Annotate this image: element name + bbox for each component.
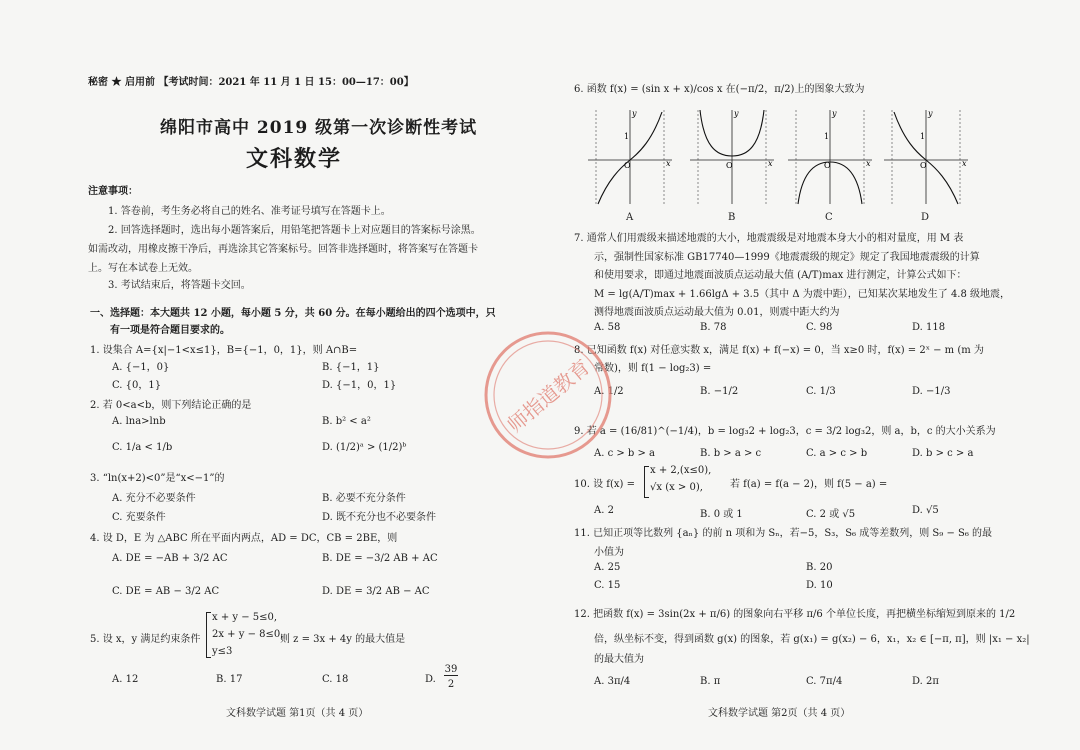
q7-line-5: 测得地震面波质点运动最大值为 0.01，则震中距大约为 bbox=[594, 307, 840, 318]
q5-option-c: C. 18 bbox=[322, 674, 349, 685]
svg-text:y: y bbox=[632, 109, 637, 118]
exam-header: 秘密 ★ 启用前 【考试时间：2021 年 11 月 1 日 15：00—17：00】 bbox=[88, 77, 414, 88]
q3-option-c: C. 充要条件 bbox=[112, 512, 166, 523]
q11-option-d: D. 10 bbox=[806, 580, 833, 591]
right-page-footer: 文科数学试题 第2页（共 4 页） bbox=[708, 708, 851, 719]
svg-text:1: 1 bbox=[920, 132, 926, 141]
q5-constraint-3: y≤3 bbox=[212, 646, 233, 657]
q10-brace bbox=[644, 466, 649, 498]
q6-graph-d bbox=[880, 106, 972, 206]
q3-option-a: A. 充分不必要条件 bbox=[112, 493, 196, 504]
q2-stem: 2. 若 0<a<b，则下列结论正确的是 bbox=[90, 400, 252, 411]
exam-title: 绵阳市高中 2019 级第一次诊断性考试 bbox=[160, 118, 478, 138]
q12-option-d: D. 2π bbox=[912, 676, 939, 687]
q5-stem: 5. 设 x，y 满足约束条件 bbox=[90, 634, 201, 645]
q7-line-2: 示，强制性国家标准 GB17740—1999《地震震级的规定》规定了我国地震震级的计算 bbox=[594, 252, 980, 263]
q7-option-c: C. 98 bbox=[806, 322, 833, 333]
svg-text:1: 1 bbox=[624, 132, 630, 141]
q11-option-a: A. 25 bbox=[594, 562, 621, 573]
watermark-stamp bbox=[478, 325, 618, 465]
q12-line-3: 的最大值为 bbox=[594, 654, 644, 665]
svg-text:x: x bbox=[866, 159, 871, 168]
q10-option-b: B. 0 或 1 bbox=[700, 509, 743, 520]
note-2-cont: 如需改动，用橡皮擦干净后，再选涂其它答案标号。回答非选择题时，将答案写在答题卡 bbox=[88, 244, 478, 255]
q7-line-3: 和使用要求，即通过地震面波质点运动最大值 (A/T)max 进行测定，计算公式如下： bbox=[594, 270, 967, 281]
q2-option-c: C. 1/a < 1/b bbox=[112, 442, 173, 453]
q9-option-d: D. b > c > a bbox=[912, 448, 974, 459]
q8-option-b: B. −1/2 bbox=[700, 386, 739, 397]
q1-option-d: D. {−1，0，1} bbox=[322, 380, 397, 391]
q10-piece-1: x + 2,(x≤0), bbox=[650, 465, 712, 476]
q12-line-2: 倍，纵坐标不变，得到函数 g(x) 的图象，若 g(x₁) = g(x₂) − 6，x₁，x₂ ∈ [−π, π]，则 |x₁ − x₂| bbox=[594, 634, 1030, 645]
q1-stem: 1. 设集合 A={x|−1<x≤1}，B={−1，0，1}，则 A∩B= bbox=[90, 345, 358, 356]
section-heading-cont: 有一项是符合题目要求的。 bbox=[110, 325, 230, 336]
note-2: 2. 回答选择题时，选出每小题答案后，用铅笔把答题卡上对应题目的答案标号涂黑。 bbox=[108, 225, 481, 236]
q6-graph-b bbox=[686, 106, 778, 206]
svg-text:x: x bbox=[768, 159, 773, 168]
q4-option-d: D. DE = 3/2 AB − AC bbox=[322, 586, 430, 597]
q9-option-a: A. c > b > a bbox=[594, 448, 656, 459]
q11-line-2: 小值为 bbox=[594, 547, 624, 558]
q12-option-c: C. 7π/4 bbox=[806, 676, 843, 687]
q10-option-a: A. 2 bbox=[594, 505, 614, 516]
q3-option-b: B. 必要不充分条件 bbox=[322, 493, 406, 504]
svg-text:y: y bbox=[734, 109, 739, 118]
q4-option-a: A. DE = −AB + 3/2 AC bbox=[112, 553, 228, 564]
svg-text:1: 1 bbox=[824, 132, 830, 141]
q5-constraint-2: 2x + y − 8≤0, bbox=[212, 629, 284, 640]
svg-text:O: O bbox=[726, 161, 733, 170]
q7-option-a: A. 58 bbox=[594, 322, 621, 333]
right-page bbox=[540, 0, 1080, 750]
q4-stem: 4. 设 D，E 为 △ABC 所在平面内两点，AD = DC，CB = 2BE，则 bbox=[90, 533, 398, 544]
q10-option-d: D. √5 bbox=[912, 505, 939, 516]
q10-piece-2: √x (x > 0), bbox=[650, 482, 703, 493]
q3-option-d: D. 既不充分也不必要条件 bbox=[322, 512, 437, 523]
q7-line-4: M = lg(A/T)max + 1.66lgΔ + 3.5（其中 Δ 为震中距），已知某次某地发生了 4.8 级地震， bbox=[594, 289, 1011, 300]
exam-subject: 文科数学 bbox=[246, 147, 343, 172]
q9-option-c: C. a > c > b bbox=[806, 448, 868, 459]
q9-stem: 9. 若 a = (16/81)^(−1/4)，b = log₃2 + log₂3，c = 3/2 log₃2，则 a，b，c 的大小关系为 bbox=[574, 426, 996, 437]
q5-option-d-numerator: 39 bbox=[444, 664, 458, 675]
q1-option-c: C. {0，1} bbox=[112, 380, 162, 391]
q10-option-c: C. 2 或 √5 bbox=[806, 509, 856, 520]
q7-line-1: 7. 通常人们用震级来描述地震的大小，地震震级是对地震本身大小的相对量度，用 M 表 bbox=[574, 233, 964, 244]
note-1: 1. 答卷前，考生务必将自己的姓名、准考证号填写在答题卡上。 bbox=[108, 206, 391, 217]
q11-option-c: C. 15 bbox=[594, 580, 621, 591]
q8-option-d: D. −1/3 bbox=[912, 386, 951, 397]
left-page-footer: 文科数学试题 第1页（共 4 页） bbox=[226, 708, 369, 719]
q2-option-a: A. lna>lnb bbox=[112, 416, 166, 427]
q2-option-b: B. b² < a² bbox=[322, 416, 371, 427]
notes-heading: 注意事项： bbox=[88, 186, 138, 197]
svg-text:O: O bbox=[624, 161, 631, 170]
svg-text:x: x bbox=[962, 159, 967, 168]
q7-option-d: D. 118 bbox=[912, 322, 946, 333]
q10-stem: 10. 设 f(x) = bbox=[574, 479, 635, 490]
q12-option-a: A. 3π/4 bbox=[594, 676, 631, 687]
section-heading: 一、选择题：本大题共 12 小题，每小题 5 分，共 60 分。在每小题给出的四个选项中，只 bbox=[90, 308, 496, 319]
q6-graph-c bbox=[784, 106, 876, 206]
q7-option-b: B. 78 bbox=[700, 322, 727, 333]
q12-option-b: B. π bbox=[700, 676, 721, 687]
q5-option-a: A. 12 bbox=[112, 674, 139, 685]
q6-graph-a bbox=[584, 106, 676, 206]
svg-text:y: y bbox=[832, 109, 837, 118]
q6-label-a: A bbox=[626, 212, 634, 223]
q5-option-d-denominator: 2 bbox=[447, 679, 455, 690]
q8-line-2: 常数)，则 f(1 − log₂3) = bbox=[594, 363, 712, 374]
q8-option-c: C. 1/3 bbox=[806, 386, 836, 397]
q3-stem: 3. “ln(x+2)<0”是“x<−1”的 bbox=[90, 473, 225, 484]
q1-option-b: B. {−1，1} bbox=[322, 362, 380, 373]
q1-option-a: A. {−1，0} bbox=[112, 362, 170, 373]
svg-text:O: O bbox=[920, 161, 927, 170]
svg-text:y: y bbox=[928, 109, 933, 118]
q9-option-b: B. b > a > c bbox=[700, 448, 762, 459]
q6-label-b: B bbox=[728, 212, 736, 223]
q11-line-1: 11. 已知正项等比数列 {aₙ} 的前 n 项和为 Sₙ，若−5，S₃，S₆ 成等差数列，则 S₉ − S₆ 的最 bbox=[574, 528, 993, 539]
q4-option-c: C. DE = AB − 3/2 AC bbox=[112, 586, 220, 597]
note-3: 3. 考试结束后，将答题卡交回。 bbox=[108, 280, 251, 291]
q5-stem-end: 则 z = 3x + 4y 的最大值是 bbox=[280, 634, 406, 645]
note-2-end: 上。写在本试卷上无效。 bbox=[88, 263, 198, 274]
q6-stem: 6. 函数 f(x) = (sin x + x)/cos x 在(−π/2，π/2)上的图象大致为 bbox=[574, 84, 865, 95]
q6-label-c: C bbox=[825, 212, 833, 223]
q5-brace bbox=[206, 612, 211, 658]
q6-label-d: D bbox=[921, 212, 930, 223]
q8-line-1: 8. 已知函数 f(x) 对任意实数 x，满足 f(x) + f(−x) = 0，当 x≥0 时，f(x) = 2ˣ − m (m 为 bbox=[574, 345, 984, 356]
q5-constraint-1: x + y − 5≤0, bbox=[212, 612, 278, 623]
q5-option-b: B. 17 bbox=[216, 674, 243, 685]
svg-text:O: O bbox=[824, 161, 831, 170]
q2-option-d: D. (1/2)ᵃ > (1/2)ᵇ bbox=[322, 442, 407, 453]
q11-option-b: B. 20 bbox=[806, 562, 833, 573]
q5-option-d: D. bbox=[425, 674, 436, 685]
q10-stem-end: 若 f(a) = f(a − 2)，则 f(5 − a) = bbox=[730, 479, 888, 490]
q8-option-a: A. 1/2 bbox=[594, 386, 624, 397]
q4-option-b: B. DE = −3/2 AB + AC bbox=[322, 553, 438, 564]
q12-line-1: 12. 把函数 f(x) = 3sin(2x + π/6) 的图象向右平移 π/6 个单位长度，再把横坐标缩短到原来的 1/2 bbox=[574, 609, 1016, 620]
watermark-text: 师指道教育 bbox=[502, 354, 595, 438]
svg-text:x: x bbox=[666, 159, 671, 168]
